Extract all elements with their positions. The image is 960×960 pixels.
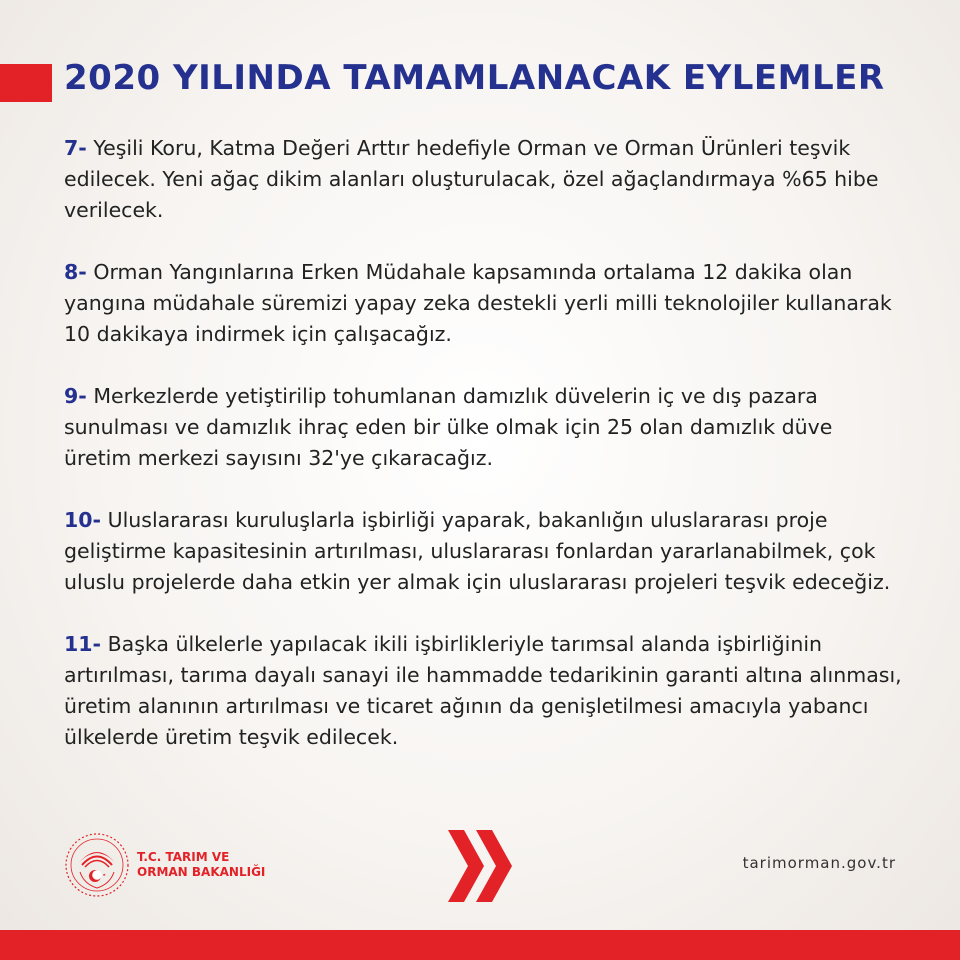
bottom-accent-bar <box>0 930 960 960</box>
website-link[interactable]: tarimorman.gov.tr <box>742 854 896 872</box>
ministry-emblem-icon <box>64 832 130 898</box>
list-item <box>64 505 904 598</box>
list-item <box>64 381 904 474</box>
list-item <box>64 629 904 753</box>
item-text: Orman Yangınlarına Erken Müdahale kapsamında ortalama 12 dakika olan yangına müdahale süremizi yapay zeka destekli yerli milli teknolojiler kullanarak 10 dakikaya indirmek için çalışacağız. <box>64 260 892 346</box>
item-number: 8- <box>64 260 87 284</box>
item-number: 11- <box>64 632 102 656</box>
item-text: Başka ülkelerle yapılacak ikili işbirlikleriyle tarımsal alanda işbirliğinin artırılması, tarıma dayalı sanayi ile hammadde tedarikinin garanti altına alınması, üretim alanının artırılması ve ticaret ağının da genişletilmesi amacıyla yabancı ülkelerde üretim teşvik edilecek. <box>64 632 902 749</box>
item-number: 7- <box>64 136 87 160</box>
title-accent-bar <box>0 64 52 102</box>
ministry-name <box>137 850 265 880</box>
footer <box>0 820 960 930</box>
ministry-name-line2: ORMAN BAKANLIĞI <box>137 865 266 879</box>
double-chevron-right-icon <box>446 828 516 904</box>
list-item <box>64 133 904 226</box>
item-text: Merkezlerde yetiştirilip tohumlanan damızlık düvelerin iç ve dış pazara sunulması ve damızlık ihraç eden bir ülke olmak için 25 olan damızlık düve üretim merkezi sayısını 32'ye çıkaracağız. <box>64 384 833 470</box>
ministry-name-line1: T.C. TARIM VE <box>137 850 230 864</box>
action-list <box>64 133 904 784</box>
item-number: 9- <box>64 384 87 408</box>
list-item <box>64 257 904 350</box>
item-text: Uluslararası kuruluşlarla işbirliği yaparak, bakanlığın uluslararası proje geliştirme kapasitesinin artırılması, uluslararası fonlardan yararlanabilmek, çok uluslu projelerde daha etkin yer almak için uluslararası projeleri teşvik edeceğiz. <box>64 508 891 594</box>
item-number: 10- <box>64 508 102 532</box>
page-title: 2020 YILINDA TAMAMLANACAK EYLEMLER <box>64 58 885 98</box>
item-text: Yeşili Koru, Katma Değeri Arttır hedefiyle Orman ve Orman Ürünleri teşvik edilecek. Yeni ağaç dikim alanları oluşturulacak, özel ağaçlandırmaya %65 hibe verilecek. <box>64 136 879 222</box>
